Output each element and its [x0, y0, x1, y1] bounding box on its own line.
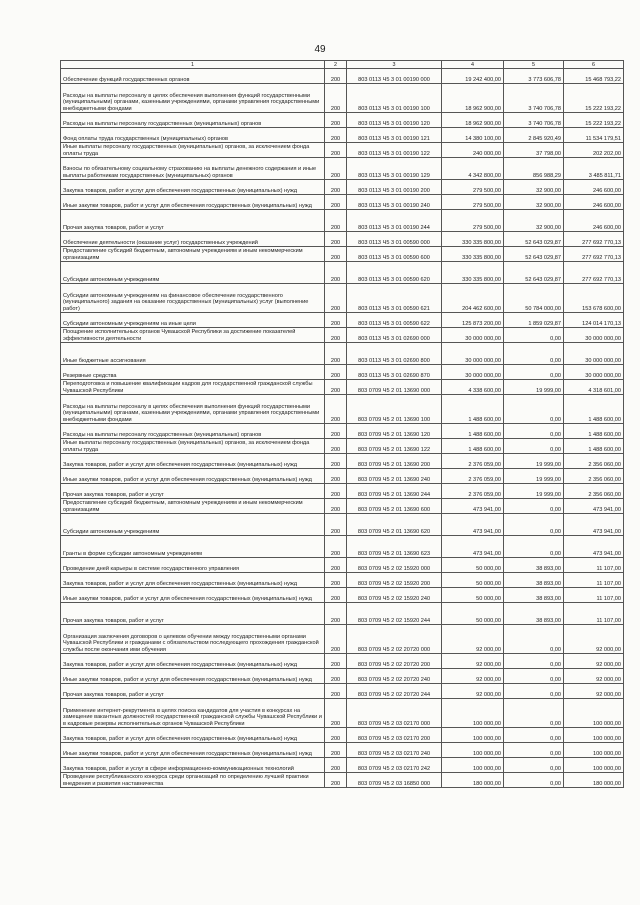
- row-approved-amount-cell: 92 000,00: [442, 625, 504, 654]
- row-budget-classification-cell: 803 0113 Ч5 3 01 00590 000: [347, 232, 442, 247]
- row-unexecuted-amount-cell: 30 000 000,00: [564, 328, 624, 343]
- row-approved-amount-cell: 473 941,00: [442, 536, 504, 558]
- row-executed-amount-cell: 0,00: [504, 439, 564, 454]
- row-budget-classification-cell: 803 0113 Ч5 3 01 00190 000: [347, 69, 442, 84]
- row-budget-classification-cell: 803 0709 Ч5 2 02 15920 240: [347, 588, 442, 603]
- row-name-cell: Предоставление субсидий бюджетным, автономным учреждениям и иным некоммерческим организациям: [61, 247, 325, 262]
- row-executed-amount-cell: 0,00: [504, 499, 564, 514]
- row-unexecuted-amount-cell: 153 678 600,00: [564, 284, 624, 313]
- row-code-line-cell: 200: [325, 514, 347, 536]
- column-header-4: 4: [442, 61, 504, 69]
- row-budget-classification-cell: 803 0709 Ч5 2 03 02170 242: [347, 758, 442, 773]
- row-executed-amount-cell: 38 893,00: [504, 558, 564, 573]
- row-executed-amount-cell: 3 773 606,78: [504, 69, 564, 84]
- table-row: [61, 84, 624, 113]
- row-unexecuted-amount-cell: 100 000,00: [564, 743, 624, 758]
- row-name-cell: Закупка товаров, работ и услуг для обеспечения государственных (муниципальных) нужд: [61, 454, 325, 469]
- row-code-line-cell: 200: [325, 699, 347, 728]
- row-executed-amount-cell: 0,00: [504, 536, 564, 558]
- row-name-cell: Прочая закупка товаров, работ и услуг: [61, 684, 325, 699]
- row-name-cell: Поощрение исполнительных органов Чувашской Республики за достижение показателей эффективности деятельности: [61, 328, 325, 343]
- row-unexecuted-amount-cell: 100 000,00: [564, 758, 624, 773]
- table-row: [61, 469, 624, 484]
- table-row: [61, 499, 624, 514]
- row-code-line-cell: 200: [325, 158, 347, 180]
- row-unexecuted-amount-cell: 277 692 770,13: [564, 262, 624, 284]
- table-row: [61, 625, 624, 654]
- row-code-line-cell: 200: [325, 195, 347, 210]
- row-name-cell: Закупка товаров, работ и услуг для обеспечения государственных (муниципальных) нужд: [61, 180, 325, 195]
- row-name-cell: Прочая закупка товаров, работ и услуг: [61, 210, 325, 232]
- row-code-line-cell: 200: [325, 625, 347, 654]
- row-name-cell: Расходы на выплаты персоналу государственных (муниципальных) органов: [61, 113, 325, 128]
- row-code-line-cell: 200: [325, 684, 347, 699]
- row-unexecuted-amount-cell: 92 000,00: [564, 669, 624, 684]
- row-code-line-cell: 200: [325, 758, 347, 773]
- row-approved-amount-cell: 180 000,00: [442, 773, 504, 788]
- table-row: [61, 143, 624, 158]
- row-approved-amount-cell: 92 000,00: [442, 669, 504, 684]
- row-name-cell: Резервные средства: [61, 365, 325, 380]
- table-row: [61, 113, 624, 128]
- row-executed-amount-cell: 2 845 920,49: [504, 128, 564, 143]
- row-code-line-cell: 200: [325, 69, 347, 84]
- table-row: [61, 773, 624, 788]
- row-budget-classification-cell: 803 0709 Ч5 2 01 13690 620: [347, 514, 442, 536]
- table-row: [61, 454, 624, 469]
- row-name-cell: Обеспечение функций государственных органов: [61, 69, 325, 84]
- column-header-1: 1: [61, 61, 325, 69]
- row-name-cell: Иные закупки товаров, работ и услуг для обеспечения государственных (муниципальных) нужд: [61, 469, 325, 484]
- row-budget-classification-cell: 803 0113 Ч5 3 01 00190 129: [347, 158, 442, 180]
- row-name-cell: Закупка товаров, работ и услуг для обеспечения государственных (муниципальных) нужд: [61, 728, 325, 743]
- row-code-line-cell: 200: [325, 536, 347, 558]
- row-approved-amount-cell: 1 488 600,00: [442, 395, 504, 424]
- row-code-line-cell: 200: [325, 439, 347, 454]
- row-approved-amount-cell: 125 873 200,00: [442, 313, 504, 328]
- row-budget-classification-cell: 803 0709 Ч5 2 01 13690 240: [347, 469, 442, 484]
- row-unexecuted-amount-cell: 473 941,00: [564, 499, 624, 514]
- row-budget-classification-cell: 803 0709 Ч5 2 02 15920 000: [347, 558, 442, 573]
- row-budget-classification-cell: 803 0113 Ч5 3 01 02690 870: [347, 365, 442, 380]
- row-approved-amount-cell: 4 342 800,00: [442, 158, 504, 180]
- row-executed-amount-cell: 0,00: [504, 514, 564, 536]
- row-unexecuted-amount-cell: 11 107,00: [564, 603, 624, 625]
- row-unexecuted-amount-cell: 15 468 793,22: [564, 69, 624, 84]
- table-header-row: [61, 61, 624, 69]
- row-executed-amount-cell: 0,00: [504, 684, 564, 699]
- row-code-line-cell: 200: [325, 669, 347, 684]
- row-approved-amount-cell: 240 000,00: [442, 143, 504, 158]
- row-approved-amount-cell: 2 376 059,00: [442, 469, 504, 484]
- row-name-cell: Расходы на выплаты персоналу государственных (муниципальных) органов: [61, 424, 325, 439]
- row-name-cell: Субсидии автономным учреждениям: [61, 514, 325, 536]
- row-executed-amount-cell: 19 999,00: [504, 469, 564, 484]
- table-row: [61, 180, 624, 195]
- row-name-cell: Гранты в форме субсидии автономным учреждениям: [61, 536, 325, 558]
- row-name-cell: Прочая закупка товаров, работ и услуг: [61, 484, 325, 499]
- row-budget-classification-cell: 803 0709 Ч5 2 02 20720 000: [347, 625, 442, 654]
- row-name-cell: Иные закупки товаров, работ и услуг для обеспечения государственных (муниципальных) нужд: [61, 195, 325, 210]
- table-row: [61, 195, 624, 210]
- row-code-line-cell: 200: [325, 728, 347, 743]
- row-approved-amount-cell: 473 941,00: [442, 514, 504, 536]
- row-executed-amount-cell: 0,00: [504, 669, 564, 684]
- row-budget-classification-cell: 803 0709 Ч5 2 02 20720 244: [347, 684, 442, 699]
- table-row: [61, 728, 624, 743]
- row-name-cell: Применение интернет-рекрутмента в целях поиска кандидатов для участия в конкурсах на замещение вакантных должностей государственной гражданской службы Чувашской Республики и в кадровые резервы исполнительных органов Чувашской Республики: [61, 699, 325, 728]
- row-code-line-cell: 200: [325, 603, 347, 625]
- row-unexecuted-amount-cell: 473 941,00: [564, 514, 624, 536]
- row-budget-classification-cell: 803 0709 Ч5 2 01 13690 120: [347, 424, 442, 439]
- row-approved-amount-cell: 30 000 000,00: [442, 365, 504, 380]
- row-unexecuted-amount-cell: 1 488 600,00: [564, 439, 624, 454]
- row-code-line-cell: 200: [325, 573, 347, 588]
- row-unexecuted-amount-cell: 473 941,00: [564, 536, 624, 558]
- row-code-line-cell: 200: [325, 232, 347, 247]
- row-budget-classification-cell: 803 0709 Ч5 2 01 13690 623: [347, 536, 442, 558]
- row-code-line-cell: 200: [325, 469, 347, 484]
- row-approved-amount-cell: 50 000,00: [442, 558, 504, 573]
- row-executed-amount-cell: 0,00: [504, 758, 564, 773]
- row-executed-amount-cell: 52 643 029,87: [504, 247, 564, 262]
- table-row: [61, 588, 624, 603]
- row-name-cell: Иные выплаты персоналу государственных (муниципальных) органов, за исключением фонда оплаты труда: [61, 143, 325, 158]
- table-row: [61, 343, 624, 365]
- table-row: [61, 313, 624, 328]
- row-name-cell: Закупка товаров, работ и услуг в сфере информационно-коммуникационных технологий: [61, 758, 325, 773]
- column-header-6: 6: [564, 61, 624, 69]
- row-executed-amount-cell: 0,00: [504, 699, 564, 728]
- row-code-line-cell: 200: [325, 484, 347, 499]
- row-approved-amount-cell: 1 488 600,00: [442, 424, 504, 439]
- row-budget-classification-cell: 803 0113 Ч5 3 01 00190 122: [347, 143, 442, 158]
- column-header-2: 2: [325, 61, 347, 69]
- row-name-cell: Субсидии автономным учреждениям: [61, 262, 325, 284]
- row-name-cell: Обеспечение деятельности (оказание услуг) государственных учреждений: [61, 232, 325, 247]
- row-executed-amount-cell: 0,00: [504, 343, 564, 365]
- row-executed-amount-cell: 19 999,00: [504, 484, 564, 499]
- row-name-cell: Субсидии автономным учреждениям на финансовое обеспечение государственного (муниципального) задания на оказание государственных (муниципальных) услуг (выполнение работ): [61, 284, 325, 313]
- row-code-line-cell: 200: [325, 210, 347, 232]
- row-name-cell: Субсидии автономным учреждениям на иные цели: [61, 313, 325, 328]
- row-unexecuted-amount-cell: 202 202,00: [564, 143, 624, 158]
- row-name-cell: Организация заключения договоров о целевом обучении между государственными органами Чувашской Республики и гражданами с обязательством последующего прохождения гражданской службы после окончания ими обучения: [61, 625, 325, 654]
- row-budget-classification-cell: 803 0113 Ч5 3 01 00190 200: [347, 180, 442, 195]
- row-approved-amount-cell: 2 376 059,00: [442, 484, 504, 499]
- row-approved-amount-cell: 100 000,00: [442, 758, 504, 773]
- row-approved-amount-cell: 330 335 800,00: [442, 262, 504, 284]
- row-code-line-cell: 200: [325, 558, 347, 573]
- row-executed-amount-cell: 3 740 706,78: [504, 84, 564, 113]
- row-name-cell: Иные закупки товаров, работ и услуг для обеспечения государственных (муниципальных) нужд: [61, 743, 325, 758]
- row-approved-amount-cell: 2 376 059,00: [442, 454, 504, 469]
- row-code-line-cell: 200: [325, 247, 347, 262]
- row-approved-amount-cell: 204 462 600,00: [442, 284, 504, 313]
- row-approved-amount-cell: 18 962 900,00: [442, 84, 504, 113]
- table-row: [61, 284, 624, 313]
- table-row: [61, 328, 624, 343]
- row-code-line-cell: 200: [325, 262, 347, 284]
- row-approved-amount-cell: 18 962 900,00: [442, 113, 504, 128]
- row-executed-amount-cell: 52 643 029,87: [504, 232, 564, 247]
- row-budget-classification-cell: 803 0709 Ч5 2 03 02170 240: [347, 743, 442, 758]
- row-name-cell: Переподготовка и повышение квалификации кадров для государственной гражданской службы Чувашской Республики: [61, 380, 325, 395]
- row-approved-amount-cell: 50 000,00: [442, 603, 504, 625]
- table-row: [61, 158, 624, 180]
- row-unexecuted-amount-cell: 3 485 811,71: [564, 158, 624, 180]
- row-name-cell: Предоставление субсидий бюджетным, автономным учреждениям и иным некоммерческим организациям: [61, 499, 325, 514]
- row-budget-classification-cell: 803 0113 Ч5 3 01 02690 000: [347, 328, 442, 343]
- table-row: [61, 262, 624, 284]
- row-code-line-cell: 200: [325, 380, 347, 395]
- table-row: [61, 684, 624, 699]
- row-budget-classification-cell: 803 0709 Ч5 2 01 13690 000: [347, 380, 442, 395]
- row-unexecuted-amount-cell: 1 488 600,00: [564, 395, 624, 424]
- row-approved-amount-cell: 14 380 100,00: [442, 128, 504, 143]
- row-budget-classification-cell: 803 0113 Ч5 3 01 00190 100: [347, 84, 442, 113]
- row-budget-classification-cell: 803 0113 Ч5 3 01 00190 244: [347, 210, 442, 232]
- row-unexecuted-amount-cell: 2 356 060,00: [564, 454, 624, 469]
- row-executed-amount-cell: 0,00: [504, 773, 564, 788]
- row-budget-classification-cell: 803 0113 Ч5 3 01 00190 121: [347, 128, 442, 143]
- row-unexecuted-amount-cell: 246 600,00: [564, 180, 624, 195]
- row-code-line-cell: 200: [325, 328, 347, 343]
- row-unexecuted-amount-cell: 277 692 770,13: [564, 247, 624, 262]
- row-approved-amount-cell: 30 000 000,00: [442, 328, 504, 343]
- row-name-cell: Иные закупки товаров, работ и услуг для обеспечения государственных (муниципальных) нужд: [61, 669, 325, 684]
- row-code-line-cell: 200: [325, 84, 347, 113]
- table-row: [61, 128, 624, 143]
- table-row: [61, 758, 624, 773]
- row-name-cell: Иные закупки товаров, работ и услуг для обеспечения государственных (муниципальных) нужд: [61, 588, 325, 603]
- row-unexecuted-amount-cell: 15 222 193,22: [564, 84, 624, 113]
- table-row: [61, 654, 624, 669]
- row-budget-classification-cell: 803 0709 Ч5 2 01 13690 100: [347, 395, 442, 424]
- row-executed-amount-cell: 856 988,29: [504, 158, 564, 180]
- row-approved-amount-cell: 279 500,00: [442, 210, 504, 232]
- row-approved-amount-cell: 330 335 800,00: [442, 247, 504, 262]
- row-code-line-cell: 200: [325, 128, 347, 143]
- row-executed-amount-cell: 3 740 706,78: [504, 113, 564, 128]
- row-budget-classification-cell: 803 0709 Ч5 2 02 15920 200: [347, 573, 442, 588]
- row-approved-amount-cell: 30 000 000,00: [442, 343, 504, 365]
- row-code-line-cell: 200: [325, 743, 347, 758]
- row-unexecuted-amount-cell: 246 600,00: [564, 195, 624, 210]
- row-executed-amount-cell: 38 893,00: [504, 573, 564, 588]
- row-executed-amount-cell: 0,00: [504, 395, 564, 424]
- row-approved-amount-cell: 473 941,00: [442, 499, 504, 514]
- table-row: [61, 210, 624, 232]
- row-approved-amount-cell: 279 500,00: [442, 180, 504, 195]
- row-executed-amount-cell: 32 900,00: [504, 210, 564, 232]
- table-row: [61, 573, 624, 588]
- row-budget-classification-cell: 803 0113 Ч5 3 01 02690 800: [347, 343, 442, 365]
- row-code-line-cell: 200: [325, 313, 347, 328]
- table-row: [61, 743, 624, 758]
- row-executed-amount-cell: 32 900,00: [504, 195, 564, 210]
- row-budget-classification-cell: 803 0709 Ч5 2 03 02170 000: [347, 699, 442, 728]
- row-code-line-cell: 200: [325, 284, 347, 313]
- row-approved-amount-cell: 92 000,00: [442, 684, 504, 699]
- row-unexecuted-amount-cell: 11 107,00: [564, 558, 624, 573]
- row-code-line-cell: 200: [325, 424, 347, 439]
- table-row: [61, 395, 624, 424]
- row-executed-amount-cell: 37 798,00: [504, 143, 564, 158]
- table-row: [61, 69, 624, 84]
- table-row: [61, 536, 624, 558]
- table-row: [61, 514, 624, 536]
- table-body: [61, 69, 624, 788]
- row-unexecuted-amount-cell: 92 000,00: [564, 684, 624, 699]
- row-name-cell: Иные выплаты персоналу государственных (муниципальных) органов, за исключением фонда оплаты труда: [61, 439, 325, 454]
- table-row: [61, 484, 624, 499]
- row-executed-amount-cell: 0,00: [504, 365, 564, 380]
- row-executed-amount-cell: 50 784 000,00: [504, 284, 564, 313]
- row-budget-classification-cell: 803 0113 Ч5 3 01 00590 600: [347, 247, 442, 262]
- row-executed-amount-cell: 38 893,00: [504, 603, 564, 625]
- row-approved-amount-cell: 100 000,00: [442, 743, 504, 758]
- row-budget-classification-cell: 803 0709 Ч5 2 01 13690 122: [347, 439, 442, 454]
- row-unexecuted-amount-cell: 30 000 000,00: [564, 365, 624, 380]
- row-unexecuted-amount-cell: 11 107,00: [564, 588, 624, 603]
- row-executed-amount-cell: 0,00: [504, 654, 564, 669]
- row-approved-amount-cell: 330 335 800,00: [442, 232, 504, 247]
- row-executed-amount-cell: 0,00: [504, 743, 564, 758]
- row-budget-classification-cell: 803 0709 Ч5 2 01 13690 200: [347, 454, 442, 469]
- row-name-cell: Взносы по обязательному социальному страхованию на выплаты денежного содержания и иные выплаты работникам государственных (муниципальных) органов: [61, 158, 325, 180]
- row-name-cell: Иные бюджетные ассигнования: [61, 343, 325, 365]
- row-unexecuted-amount-cell: 92 000,00: [564, 625, 624, 654]
- table-row: [61, 247, 624, 262]
- row-executed-amount-cell: 0,00: [504, 328, 564, 343]
- row-approved-amount-cell: 50 000,00: [442, 588, 504, 603]
- row-budget-classification-cell: 803 0709 Ч5 2 02 15920 244: [347, 603, 442, 625]
- row-code-line-cell: 200: [325, 365, 347, 380]
- row-name-cell: Расходы на выплаты персоналу в целях обеспечения выполнения функций государственными (муниципальными) органами, казенными учреждениями, органами управления государственными внебюджетными фондами: [61, 84, 325, 113]
- row-budget-classification-cell: 803 0709 Ч5 2 02 20720 200: [347, 654, 442, 669]
- row-executed-amount-cell: 38 893,00: [504, 588, 564, 603]
- row-code-line-cell: 200: [325, 343, 347, 365]
- table-row: [61, 699, 624, 728]
- table-row: [61, 365, 624, 380]
- row-approved-amount-cell: 100 000,00: [442, 699, 504, 728]
- row-approved-amount-cell: 100 000,00: [442, 728, 504, 743]
- row-budget-classification-cell: 803 0113 Ч5 3 01 00590 621: [347, 284, 442, 313]
- row-unexecuted-amount-cell: 11 107,00: [564, 573, 624, 588]
- row-name-cell: Закупка товаров, работ и услуг для обеспечения государственных (муниципальных) нужд: [61, 573, 325, 588]
- column-header-3: 3: [347, 61, 442, 69]
- budget-execution-table: [60, 60, 624, 788]
- row-code-line-cell: 200: [325, 773, 347, 788]
- row-executed-amount-cell: 19 999,00: [504, 454, 564, 469]
- table-row: [61, 424, 624, 439]
- row-name-cell: Прочая закупка товаров, работ и услуг: [61, 603, 325, 625]
- row-unexecuted-amount-cell: 246 600,00: [564, 210, 624, 232]
- row-approved-amount-cell: 92 000,00: [442, 654, 504, 669]
- row-unexecuted-amount-cell: 277 692 770,13: [564, 232, 624, 247]
- row-approved-amount-cell: 4 338 600,00: [442, 380, 504, 395]
- row-budget-classification-cell: 803 0113 Ч5 3 01 00590 622: [347, 313, 442, 328]
- row-budget-classification-cell: 803 0113 Ч5 3 01 00190 240: [347, 195, 442, 210]
- row-budget-classification-cell: 803 0709 Ч5 2 03 16850 000: [347, 773, 442, 788]
- row-unexecuted-amount-cell: 1 488 600,00: [564, 424, 624, 439]
- row-executed-amount-cell: 0,00: [504, 424, 564, 439]
- row-code-line-cell: 200: [325, 499, 347, 514]
- row-unexecuted-amount-cell: 2 356 060,00: [564, 469, 624, 484]
- row-name-cell: Закупка товаров, работ и услуг для обеспечения государственных (муниципальных) нужд: [61, 654, 325, 669]
- row-unexecuted-amount-cell: 2 356 060,00: [564, 484, 624, 499]
- row-approved-amount-cell: 50 000,00: [442, 573, 504, 588]
- row-unexecuted-amount-cell: 30 000 000,00: [564, 343, 624, 365]
- table-row: [61, 380, 624, 395]
- row-budget-classification-cell: 803 0113 Ч5 3 01 00190 120: [347, 113, 442, 128]
- row-code-line-cell: 200: [325, 588, 347, 603]
- row-unexecuted-amount-cell: 4 318 601,00: [564, 380, 624, 395]
- row-executed-amount-cell: 52 643 029,87: [504, 262, 564, 284]
- row-code-line-cell: 200: [325, 143, 347, 158]
- row-approved-amount-cell: 19 242 400,00: [442, 69, 504, 84]
- row-executed-amount-cell: 0,00: [504, 625, 564, 654]
- row-unexecuted-amount-cell: 100 000,00: [564, 728, 624, 743]
- row-code-line-cell: 200: [325, 395, 347, 424]
- row-name-cell: Расходы на выплаты персоналу в целях обеспечения выполнения функций государственными (муниципальными) органами, казенными учреждениями, органами управления государственными внебюджетными фондами: [61, 395, 325, 424]
- row-unexecuted-amount-cell: 92 000,00: [564, 654, 624, 669]
- row-budget-classification-cell: 803 0709 Ч5 2 01 13690 244: [347, 484, 442, 499]
- row-unexecuted-amount-cell: 11 534 179,51: [564, 128, 624, 143]
- table-row: [61, 558, 624, 573]
- row-code-line-cell: 200: [325, 654, 347, 669]
- row-code-line-cell: 200: [325, 113, 347, 128]
- row-budget-classification-cell: 803 0709 Ч5 2 01 13690 600: [347, 499, 442, 514]
- row-name-cell: Проведение дней карьеры в системе государственного управления: [61, 558, 325, 573]
- row-executed-amount-cell: 19 999,00: [504, 380, 564, 395]
- table-row: [61, 603, 624, 625]
- row-code-line-cell: 200: [325, 180, 347, 195]
- page-number: 49: [314, 44, 326, 55]
- row-budget-classification-cell: 803 0709 Ч5 2 03 02170 200: [347, 728, 442, 743]
- row-executed-amount-cell: 1 859 029,87: [504, 313, 564, 328]
- row-approved-amount-cell: 279 500,00: [442, 195, 504, 210]
- row-unexecuted-amount-cell: 15 222 193,22: [564, 113, 624, 128]
- row-executed-amount-cell: 0,00: [504, 728, 564, 743]
- row-budget-classification-cell: 803 0113 Ч5 3 01 00590 620: [347, 262, 442, 284]
- row-code-line-cell: 200: [325, 454, 347, 469]
- table-row: [61, 439, 624, 454]
- row-unexecuted-amount-cell: 100 000,00: [564, 699, 624, 728]
- row-budget-classification-cell: 803 0709 Ч5 2 02 20720 240: [347, 669, 442, 684]
- row-executed-amount-cell: 32 900,00: [504, 180, 564, 195]
- row-name-cell: Фонд оплаты труда государственных (муниципальных) органов: [61, 128, 325, 143]
- row-name-cell: Проведение республиканского конкурса среди организаций по определению лучшей практики внедрения и развития наставничества: [61, 773, 325, 788]
- row-approved-amount-cell: 1 488 600,00: [442, 439, 504, 454]
- table-row: [61, 232, 624, 247]
- table-row: [61, 669, 624, 684]
- row-unexecuted-amount-cell: 124 014 170,13: [564, 313, 624, 328]
- column-header-5: 5: [504, 61, 564, 69]
- row-unexecuted-amount-cell: 180 000,00: [564, 773, 624, 788]
